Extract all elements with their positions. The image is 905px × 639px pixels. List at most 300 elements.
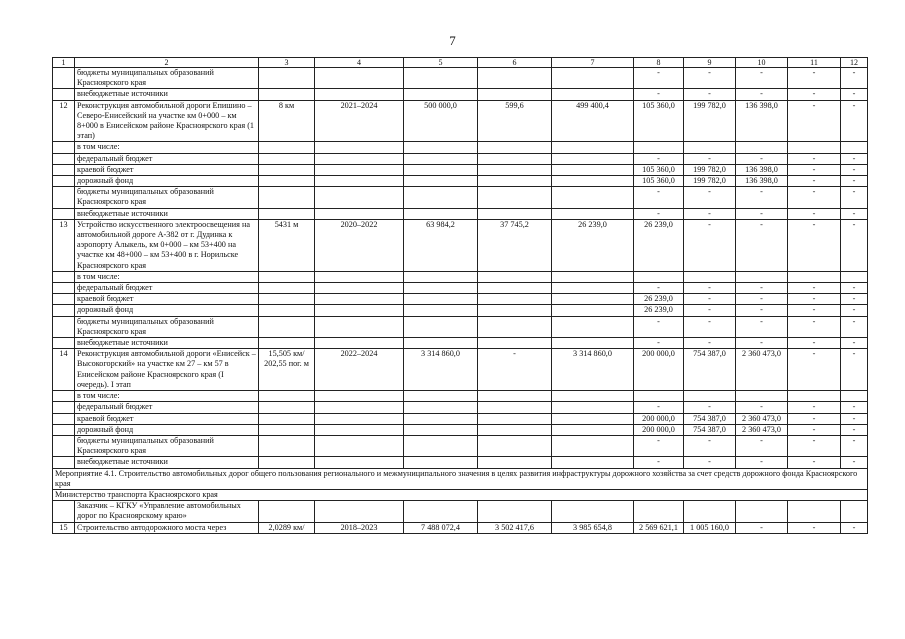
remaining-cost-cell xyxy=(552,501,634,522)
spent-cell xyxy=(478,402,552,413)
funding-row xyxy=(53,68,868,89)
remaining-cost-cell xyxy=(552,89,634,100)
row-number: 14 xyxy=(53,349,75,391)
period-cell xyxy=(315,271,404,282)
year-value-cell: - xyxy=(634,435,684,456)
remaining-cost-cell xyxy=(552,413,634,424)
year-value-cell: - xyxy=(841,413,868,424)
row-number xyxy=(53,501,75,522)
project-row xyxy=(53,100,868,142)
section-title: Министерство транспорта Красноярского края xyxy=(53,489,868,500)
remaining-cost-cell xyxy=(552,271,634,282)
year-value-cell: - xyxy=(788,457,841,468)
row-description: Устройство искусственного электроосвещения на автомобильной дороге А-382 от г. Дудинка к аэропорту Алыкель, км 0+000 – км 53+400 на участке км 48+000 – км 53+400 в г. Норильске Красноярского края xyxy=(75,219,259,271)
period-cell xyxy=(315,457,404,468)
estimated-cost-cell xyxy=(404,402,478,413)
year-value-cell: - xyxy=(634,457,684,468)
year-value-cell: 2 360 473,0 xyxy=(736,413,788,424)
year-value-cell: - xyxy=(841,219,868,271)
year-value-cell: - xyxy=(684,402,736,413)
remaining-cost-cell: 499 400,4 xyxy=(552,100,634,142)
remaining-cost-cell: 3 985 654,8 xyxy=(552,522,634,533)
year-value-cell xyxy=(634,142,684,153)
estimated-cost-cell xyxy=(404,457,478,468)
year-value-cell: 2 360 473,0 xyxy=(736,424,788,435)
capacity-cell xyxy=(259,413,315,424)
period-cell xyxy=(315,164,404,175)
spent-cell xyxy=(478,457,552,468)
year-value-cell: 200 000,0 xyxy=(634,349,684,391)
spent-cell xyxy=(478,338,552,349)
year-value-cell: - xyxy=(788,522,841,533)
spent-cell xyxy=(478,413,552,424)
row-number xyxy=(53,424,75,435)
estimated-cost-cell xyxy=(404,424,478,435)
row-description: федеральный бюджет xyxy=(75,402,259,413)
capacity-cell xyxy=(259,153,315,164)
capacity-cell xyxy=(259,176,315,187)
spent-cell xyxy=(478,176,552,187)
capacity-cell: 8 км xyxy=(259,100,315,142)
period-cell xyxy=(315,338,404,349)
column-header: 10 xyxy=(736,58,788,68)
row-description: краевой бюджет xyxy=(75,164,259,175)
row-number xyxy=(53,402,75,413)
year-value-cell: 754 387,0 xyxy=(684,349,736,391)
period-cell xyxy=(315,413,404,424)
project-row xyxy=(53,349,868,391)
row-number xyxy=(53,391,75,402)
year-value-cell: - xyxy=(634,89,684,100)
period-cell: 2021–2024 xyxy=(315,100,404,142)
project-row xyxy=(53,219,868,271)
year-value-cell: - xyxy=(736,68,788,89)
spent-cell xyxy=(478,294,552,305)
estimated-cost-cell xyxy=(404,305,478,316)
spent-cell xyxy=(478,164,552,175)
year-value-cell: - xyxy=(788,305,841,316)
row-number xyxy=(53,338,75,349)
period-cell: 2020–2022 xyxy=(315,219,404,271)
year-value-cell: - xyxy=(684,435,736,456)
row-number xyxy=(53,68,75,89)
period-cell xyxy=(315,316,404,337)
year-value-cell: - xyxy=(788,68,841,89)
year-value-cell: - xyxy=(788,100,841,142)
remaining-cost-cell xyxy=(552,402,634,413)
column-header: 7 xyxy=(552,58,634,68)
row-description: дорожный фонд xyxy=(75,424,259,435)
year-value-cell: - xyxy=(788,349,841,391)
year-value-cell: - xyxy=(841,338,868,349)
estimated-cost-cell xyxy=(404,68,478,89)
row-description: федеральный бюджет xyxy=(75,153,259,164)
spent-cell xyxy=(478,89,552,100)
row-number xyxy=(53,457,75,468)
year-value-cell: - xyxy=(634,338,684,349)
row-number xyxy=(53,413,75,424)
period-cell xyxy=(315,501,404,522)
year-value-cell: - xyxy=(788,176,841,187)
estimated-cost-cell xyxy=(404,294,478,305)
row-description: Реконструкция автомобильной дороги «Енисейск – Высокогорский» на участке км 27 – км 57 в Енисейском районе Красноярского края (I очередь). I этап xyxy=(75,349,259,391)
row-description: краевой бюджет xyxy=(75,413,259,424)
capacity-cell xyxy=(259,457,315,468)
estimated-cost-cell xyxy=(404,435,478,456)
funding-row xyxy=(53,305,868,316)
year-value-cell: - xyxy=(736,208,788,219)
funding-row xyxy=(53,187,868,208)
spent-cell: 37 745,2 xyxy=(478,219,552,271)
spent-cell: - xyxy=(478,349,552,391)
period-cell: 2018–2023 xyxy=(315,522,404,533)
remaining-cost-cell xyxy=(552,457,634,468)
period-cell xyxy=(315,294,404,305)
period-cell xyxy=(315,68,404,89)
period-cell xyxy=(315,187,404,208)
year-value-cell: - xyxy=(736,305,788,316)
row-number xyxy=(53,305,75,316)
period-cell xyxy=(315,435,404,456)
year-value-cell: - xyxy=(841,176,868,187)
row-number: 12 xyxy=(53,100,75,142)
year-value-cell: - xyxy=(788,208,841,219)
row-description: Реконструкция автомобильной дороги Епишино – Северо-Енисейский на участке км 0+000 – км 8+000 в Енисейском районе Красноярского края (1 этап) xyxy=(75,100,259,142)
year-value-cell: 136 398,0 xyxy=(736,164,788,175)
row-number xyxy=(53,208,75,219)
year-value-cell: - xyxy=(841,294,868,305)
period-cell xyxy=(315,391,404,402)
estimated-cost-cell xyxy=(404,142,478,153)
page-number: 7 xyxy=(449,33,456,48)
year-value-cell: - xyxy=(736,219,788,271)
remaining-cost-cell xyxy=(552,142,634,153)
year-value-cell: - xyxy=(736,338,788,349)
row-description: бюджеты муниципальных образований Красноярского края xyxy=(75,187,259,208)
year-value-cell: - xyxy=(841,402,868,413)
period-cell xyxy=(315,176,404,187)
spent-cell xyxy=(478,316,552,337)
funding-row xyxy=(53,283,868,294)
year-value-cell: - xyxy=(634,68,684,89)
remaining-cost-cell xyxy=(552,391,634,402)
capacity-cell xyxy=(259,338,315,349)
period-cell xyxy=(315,208,404,219)
funding-row xyxy=(53,294,868,305)
capacity-cell xyxy=(259,316,315,337)
year-value-cell xyxy=(736,391,788,402)
estimated-cost-cell xyxy=(404,413,478,424)
year-value-cell: - xyxy=(841,522,868,533)
year-value-cell: 26 239,0 xyxy=(634,294,684,305)
row-description: бюджеты муниципальных образований Красноярского края xyxy=(75,435,259,456)
row-description: в том числе: xyxy=(75,142,259,153)
funding-row xyxy=(53,457,868,468)
spent-cell xyxy=(478,142,552,153)
year-value-cell: - xyxy=(841,316,868,337)
capacity-cell xyxy=(259,294,315,305)
year-value-cell: - xyxy=(841,283,868,294)
year-value-cell: - xyxy=(634,153,684,164)
row-number xyxy=(53,142,75,153)
row-number xyxy=(53,176,75,187)
capacity-cell xyxy=(259,142,315,153)
year-value-cell xyxy=(841,142,868,153)
year-value-cell: - xyxy=(634,208,684,219)
capacity-cell xyxy=(259,271,315,282)
capacity-cell xyxy=(259,164,315,175)
spent-cell xyxy=(478,208,552,219)
year-value-cell: - xyxy=(684,294,736,305)
year-value-cell: - xyxy=(841,457,868,468)
table-body xyxy=(53,58,868,534)
row-description: Заказчик – КГКУ «Управление автомобильных дорог по Красноярскому краю» xyxy=(75,501,259,522)
row-description: дорожный фонд xyxy=(75,305,259,316)
year-value-cell: - xyxy=(788,283,841,294)
year-value-cell: - xyxy=(841,153,868,164)
remaining-cost-cell: 3 314 860,0 xyxy=(552,349,634,391)
funding-row xyxy=(53,435,868,456)
year-value-cell: - xyxy=(684,305,736,316)
estimated-cost-cell xyxy=(404,89,478,100)
column-header: 6 xyxy=(478,58,552,68)
capacity-cell xyxy=(259,501,315,522)
year-value-cell: - xyxy=(788,153,841,164)
year-value-cell: 199 782,0 xyxy=(684,176,736,187)
year-value-cell xyxy=(736,142,788,153)
column-header: 5 xyxy=(404,58,478,68)
capacity-cell: 5431 м xyxy=(259,219,315,271)
period-cell xyxy=(315,305,404,316)
spent-cell xyxy=(478,68,552,89)
year-value-cell xyxy=(684,391,736,402)
year-value-cell: 754 387,0 xyxy=(684,424,736,435)
row-number xyxy=(53,153,75,164)
year-value-cell xyxy=(841,391,868,402)
funding-row xyxy=(53,142,868,153)
column-header: 3 xyxy=(259,58,315,68)
year-value-cell: 754 387,0 xyxy=(684,413,736,424)
year-value-cell: - xyxy=(841,424,868,435)
year-value-cell: 199 782,0 xyxy=(684,100,736,142)
capacity-cell xyxy=(259,424,315,435)
spent-cell xyxy=(478,283,552,294)
estimated-cost-cell xyxy=(404,316,478,337)
year-value-cell: 105 360,0 xyxy=(634,100,684,142)
row-number xyxy=(53,164,75,175)
row-description: дорожный фонд xyxy=(75,176,259,187)
year-value-cell: 136 398,0 xyxy=(736,176,788,187)
row-number xyxy=(53,294,75,305)
estimated-cost-cell xyxy=(404,283,478,294)
period-cell xyxy=(315,283,404,294)
year-value-cell: - xyxy=(788,435,841,456)
funding-row xyxy=(53,164,868,175)
year-value-cell: - xyxy=(788,402,841,413)
remaining-cost-cell xyxy=(552,316,634,337)
year-value-cell: - xyxy=(736,435,788,456)
column-header: 11 xyxy=(788,58,841,68)
capacity-cell xyxy=(259,402,315,413)
remaining-cost-cell xyxy=(552,305,634,316)
spent-cell xyxy=(478,187,552,208)
row-description: внебюджетные источники xyxy=(75,457,259,468)
remaining-cost-cell xyxy=(552,283,634,294)
period-cell xyxy=(315,89,404,100)
funding-row xyxy=(53,271,868,282)
year-value-cell: - xyxy=(736,153,788,164)
remaining-cost-cell xyxy=(552,294,634,305)
year-value-cell: 2 569 621,1 xyxy=(634,522,684,533)
spent-cell: 3 502 417,6 xyxy=(478,522,552,533)
capacity-cell: 2,0289 км/ xyxy=(259,522,315,533)
funding-row xyxy=(53,153,868,164)
spent-cell xyxy=(478,305,552,316)
year-value-cell: - xyxy=(736,283,788,294)
year-value-cell: - xyxy=(841,305,868,316)
year-value-cell: - xyxy=(841,349,868,391)
capacity-cell: 15,505 км/ 202,55 пог. м xyxy=(259,349,315,391)
year-value-cell xyxy=(788,391,841,402)
year-value-cell: - xyxy=(788,338,841,349)
estimated-cost-cell xyxy=(404,153,478,164)
column-header: 2 xyxy=(75,58,259,68)
year-value-cell: 105 360,0 xyxy=(634,176,684,187)
year-value-cell: - xyxy=(788,219,841,271)
period-cell xyxy=(315,142,404,153)
estimated-cost-cell xyxy=(404,338,478,349)
row-description: бюджеты муниципальных образований Красноярского края xyxy=(75,68,259,89)
year-value-cell: - xyxy=(684,457,736,468)
year-value-cell: 199 782,0 xyxy=(684,164,736,175)
section-row xyxy=(53,489,868,500)
estimated-cost-cell xyxy=(404,176,478,187)
year-value-cell: - xyxy=(788,294,841,305)
year-value-cell: - xyxy=(736,89,788,100)
estimated-cost-cell: 63 984,2 xyxy=(404,219,478,271)
year-value-cell: - xyxy=(684,219,736,271)
row-number: 13 xyxy=(53,219,75,271)
remaining-cost-cell xyxy=(552,187,634,208)
year-value-cell: - xyxy=(634,402,684,413)
year-value-cell: - xyxy=(841,187,868,208)
estimated-cost-cell xyxy=(404,271,478,282)
funding-row xyxy=(53,402,868,413)
capacity-cell xyxy=(259,208,315,219)
row-number xyxy=(53,187,75,208)
estimated-cost-cell xyxy=(404,164,478,175)
remaining-cost-cell xyxy=(552,435,634,456)
year-value-cell: 1 005 160,0 xyxy=(684,522,736,533)
row-number xyxy=(53,271,75,282)
column-header: 8 xyxy=(634,58,684,68)
year-value-cell: - xyxy=(841,68,868,89)
capacity-cell xyxy=(259,68,315,89)
year-value-cell: - xyxy=(841,435,868,456)
row-description: внебюджетные источники xyxy=(75,89,259,100)
year-value-cell: - xyxy=(684,338,736,349)
year-value-cell xyxy=(788,501,841,522)
year-value-cell xyxy=(841,501,868,522)
period-cell: 2022–2024 xyxy=(315,349,404,391)
year-value-cell: - xyxy=(841,164,868,175)
row-number: 15 xyxy=(53,522,75,533)
program-table xyxy=(52,57,868,534)
year-value-cell xyxy=(788,271,841,282)
year-value-cell xyxy=(634,391,684,402)
remaining-cost-cell xyxy=(552,153,634,164)
row-description: федеральный бюджет xyxy=(75,283,259,294)
year-value-cell: - xyxy=(634,283,684,294)
estimated-cost-cell xyxy=(404,501,478,522)
capacity-cell xyxy=(259,187,315,208)
year-value-cell: - xyxy=(788,89,841,100)
period-cell xyxy=(315,402,404,413)
year-value-cell: 136 398,0 xyxy=(736,100,788,142)
year-value-cell: - xyxy=(634,187,684,208)
remaining-cost-cell xyxy=(552,164,634,175)
year-value-cell: - xyxy=(736,522,788,533)
capacity-cell xyxy=(259,435,315,456)
row-description: внебюджетные источники xyxy=(75,338,259,349)
year-value-cell: - xyxy=(684,89,736,100)
year-value-cell: - xyxy=(736,402,788,413)
capacity-cell xyxy=(259,391,315,402)
row-description: внебюджетные источники xyxy=(75,208,259,219)
estimated-cost-cell xyxy=(404,208,478,219)
column-header: 12 xyxy=(841,58,868,68)
year-value-cell: - xyxy=(788,187,841,208)
spent-cell xyxy=(478,271,552,282)
year-value-cell: - xyxy=(684,316,736,337)
funding-row xyxy=(53,176,868,187)
spent-cell: 599,6 xyxy=(478,100,552,142)
capacity-cell xyxy=(259,89,315,100)
spent-cell xyxy=(478,391,552,402)
funding-row xyxy=(53,413,868,424)
spent-cell xyxy=(478,153,552,164)
year-value-cell: 105 360,0 xyxy=(634,164,684,175)
spent-cell xyxy=(478,501,552,522)
row-description: краевой бюджет xyxy=(75,294,259,305)
row-number xyxy=(53,283,75,294)
year-value-cell: - xyxy=(841,208,868,219)
year-value-cell: - xyxy=(736,294,788,305)
funding-row xyxy=(53,89,868,100)
funding-row xyxy=(53,316,868,337)
remaining-cost-cell: 26 239,0 xyxy=(552,219,634,271)
estimated-cost-cell xyxy=(404,187,478,208)
estimated-cost-cell xyxy=(404,391,478,402)
year-value-cell: 26 239,0 xyxy=(634,305,684,316)
year-value-cell: 2 360 473,0 xyxy=(736,349,788,391)
funding-row xyxy=(53,501,868,522)
year-value-cell xyxy=(634,501,684,522)
year-value-cell: - xyxy=(788,316,841,337)
year-value-cell xyxy=(841,271,868,282)
capacity-cell xyxy=(259,305,315,316)
column-header-row xyxy=(53,58,868,68)
year-value-cell: - xyxy=(684,153,736,164)
year-value-cell: 200 000,0 xyxy=(634,413,684,424)
year-value-cell: - xyxy=(841,89,868,100)
funding-row xyxy=(53,391,868,402)
capacity-cell xyxy=(259,283,315,294)
section-title: Мероприятие 4.1. Строительство автомобильных дорог общего пользования регионального и межмуниципального значения в целях развития инфраструктуры дорожного хозяйства за счет средств дорожного фонда Красноярского края xyxy=(53,468,868,489)
year-value-cell: - xyxy=(841,100,868,142)
year-value-cell: - xyxy=(684,68,736,89)
year-value-cell: - xyxy=(684,187,736,208)
